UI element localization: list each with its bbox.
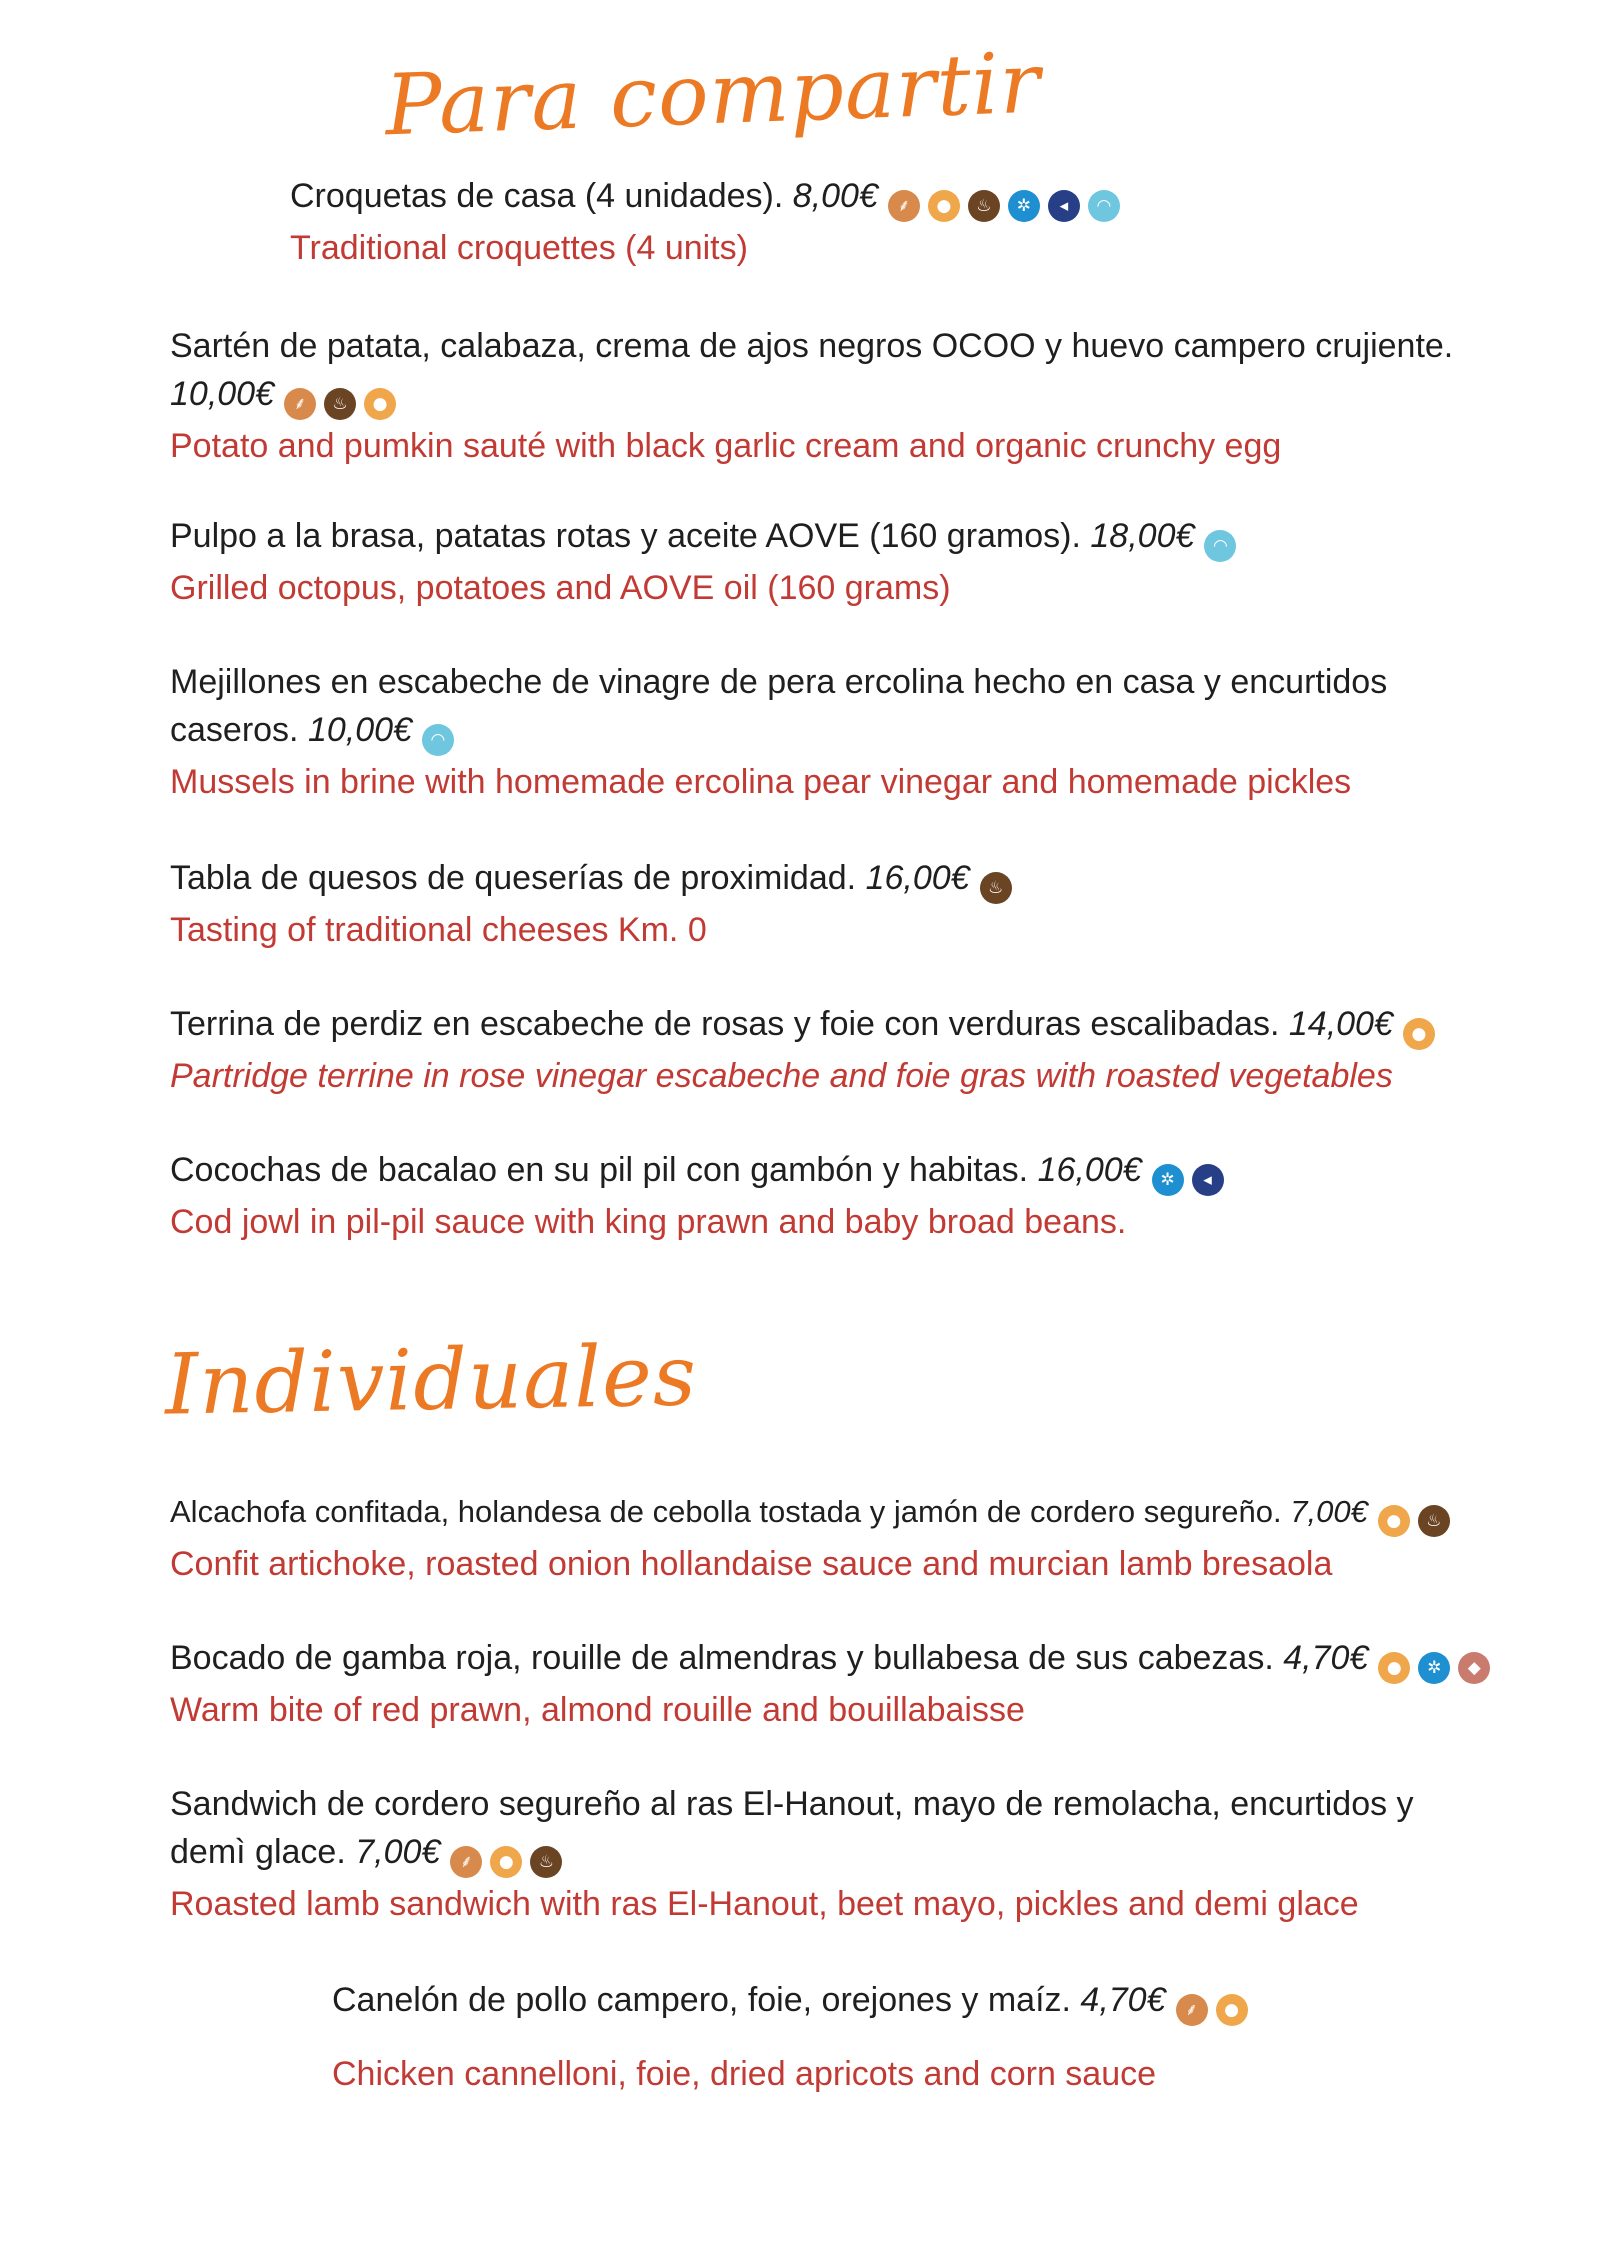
menu-item-alcachofa	[170, 1488, 1450, 1588]
allergen-icons	[888, 176, 1120, 224]
wheat-icon: ⸙	[888, 190, 920, 222]
allergen-icons	[1152, 1150, 1224, 1198]
allergen-icons	[1204, 516, 1236, 564]
item-price: 14,00€	[1288, 1005, 1393, 1043]
item-description-en: Grilled octopus, potatoes and AOVE oil (160 grams)	[170, 569, 951, 607]
allergen-icons	[1403, 1004, 1435, 1052]
allergen-icons	[1176, 1980, 1248, 2028]
allergen-icons	[284, 374, 396, 422]
item-description-es: Alcachofa confitada, holandesa de cebolla tostada y jamón de cordero segureño. 7,00€ ● ♨	[170, 1488, 1450, 1540]
menu-item-canelon	[332, 1976, 1248, 2098]
eggs-icon: ●	[928, 190, 960, 222]
allergen-icons	[450, 1832, 562, 1880]
item-price: 8,00€	[792, 177, 878, 215]
milk-icon: ♨	[530, 1846, 562, 1878]
item-price: 16,00€	[865, 859, 970, 897]
mollusc-icon: ◠	[1088, 190, 1120, 222]
wheat-icon: ⸙	[1176, 1994, 1208, 2026]
item-description-en: Chicken cannelloni, foie, dried apricots and corn sauce	[332, 2055, 1157, 2093]
milk-icon: ♨	[980, 872, 1012, 904]
allergen-icons	[980, 858, 1012, 906]
allergen-icons	[1378, 1638, 1490, 1686]
menu-item-pulpo	[170, 512, 1236, 612]
item-description-en: Partridge terrine in rose vinegar escabeche and foie gras with roasted vegetables	[170, 1057, 1393, 1095]
item-description-es: Tabla de quesos de queserías de proximidad. 16,00€ ♨	[170, 854, 1012, 906]
item-description-en: Roasted lamb sandwich with ras El-Hanout, beet mayo, pickles and demi glace	[170, 1885, 1359, 1923]
menu-item-bocado-gamba	[170, 1634, 1490, 1734]
section-title-para-compartir: Para compartir	[383, 33, 1043, 155]
menu-item-sarten	[170, 322, 1453, 470]
item-price: 10,00€	[307, 711, 412, 749]
milk-icon: ♨	[1418, 1505, 1450, 1537]
crustacean-icon: ✲	[1418, 1652, 1450, 1684]
item-description-en: Mussels in brine with homemade ercolina pear vinegar and homemade pickles	[170, 763, 1352, 801]
item-description-es: Croquetas de casa (4 unidades). 8,00€ ⸙ ● ♨ ✲ ◂ ◠	[290, 172, 1120, 224]
nuts-icon: ◆	[1458, 1652, 1490, 1684]
milk-icon: ♨	[324, 388, 356, 420]
item-price: 7,00€	[1290, 1494, 1368, 1529]
crustacean-icon: ✲	[1008, 190, 1040, 222]
item-price: 4,70€	[1080, 1981, 1166, 2019]
eggs-icon: ●	[1378, 1652, 1410, 1684]
item-description-es: Cocochas de bacalao en su pil pil con gambón y habitas. 16,00€ ✲ ◂	[170, 1146, 1224, 1198]
crustacean-icon: ✲	[1152, 1164, 1184, 1196]
item-price: 4,70€	[1283, 1639, 1369, 1677]
section-title-individuales: Individuales	[164, 1326, 698, 1434]
mollusc-icon: ◠	[422, 724, 454, 756]
item-description-en: Tasting of traditional cheeses Km. 0	[170, 911, 707, 949]
item-price: 16,00€	[1037, 1151, 1142, 1189]
menu-item-mejillones	[170, 658, 1430, 806]
item-price: 18,00€	[1090, 517, 1195, 555]
menu-item-cocochas	[170, 1146, 1224, 1246]
item-description-en: Cod jowl in pil-pil sauce with king prawn and baby broad beans.	[170, 1203, 1127, 1241]
eggs-icon: ●	[1378, 1505, 1410, 1537]
allergen-icons	[422, 710, 454, 758]
item-description-en: Traditional croquettes (4 units)	[290, 229, 748, 267]
milk-icon: ♨	[968, 190, 1000, 222]
eggs-icon: ●	[490, 1846, 522, 1878]
eggs-icon: ●	[1403, 1018, 1435, 1050]
item-description-es: Sandwich de cordero segureño al ras El-Hanout, mayo de remolacha, encurtidos y demì glace. 7,00€ ⸙ ● ♨	[170, 1780, 1470, 1880]
item-description-es: Bocado de gamba roja, rouille de almendras y bullabesa de sus cabezas. 4,70€ ● ✲ ◆	[170, 1634, 1490, 1686]
item-description-en: Warm bite of red prawn, almond rouille and bouillabaisse	[170, 1691, 1025, 1729]
eggs-icon: ●	[364, 388, 396, 420]
item-description-es: Terrina de perdiz en escabeche de rosas y foie con verduras escalibadas. 14,00€ ●	[170, 1000, 1435, 1052]
allergen-icons	[1378, 1492, 1450, 1540]
menu-item-quesos	[170, 854, 1012, 954]
eggs-icon: ●	[1216, 1994, 1248, 2026]
wheat-icon: ⸙	[450, 1846, 482, 1878]
item-description-en: Potato and pumkin sauté with black garlic cream and organic crunchy egg	[170, 427, 1282, 465]
item-description-es: Canelón de pollo campero, foie, orejones y maíz. 4,70€ ⸙ ●	[332, 1976, 1248, 2028]
item-description-es: Mejillones en escabeche de vinagre de pera ercolina hecho en casa y encurtidos caseros. 10,00€ ◠	[170, 658, 1430, 758]
menu-item-croquetas	[290, 172, 1120, 272]
fish-icon: ◂	[1048, 190, 1080, 222]
menu-item-sandwich	[170, 1780, 1470, 1928]
item-price: 10,00€	[170, 375, 274, 413]
wheat-icon: ⸙	[284, 388, 316, 420]
item-description-es: Sartén de patata, calabaza, crema de ajos negros OCOO y huevo campero crujiente.	[170, 327, 1454, 365]
item-description-en: Confit artichoke, roasted onion hollandaise sauce and murcian lamb bresaola	[170, 1545, 1333, 1583]
mollusc-icon: ◠	[1204, 530, 1236, 562]
item-price: 7,00€	[355, 1833, 441, 1871]
fish-icon: ◂	[1192, 1164, 1224, 1196]
menu-item-terrina	[170, 1000, 1435, 1100]
item-description-es: Pulpo a la brasa, patatas rotas y aceite AOVE (160 gramos). 18,00€ ◠	[170, 512, 1236, 564]
